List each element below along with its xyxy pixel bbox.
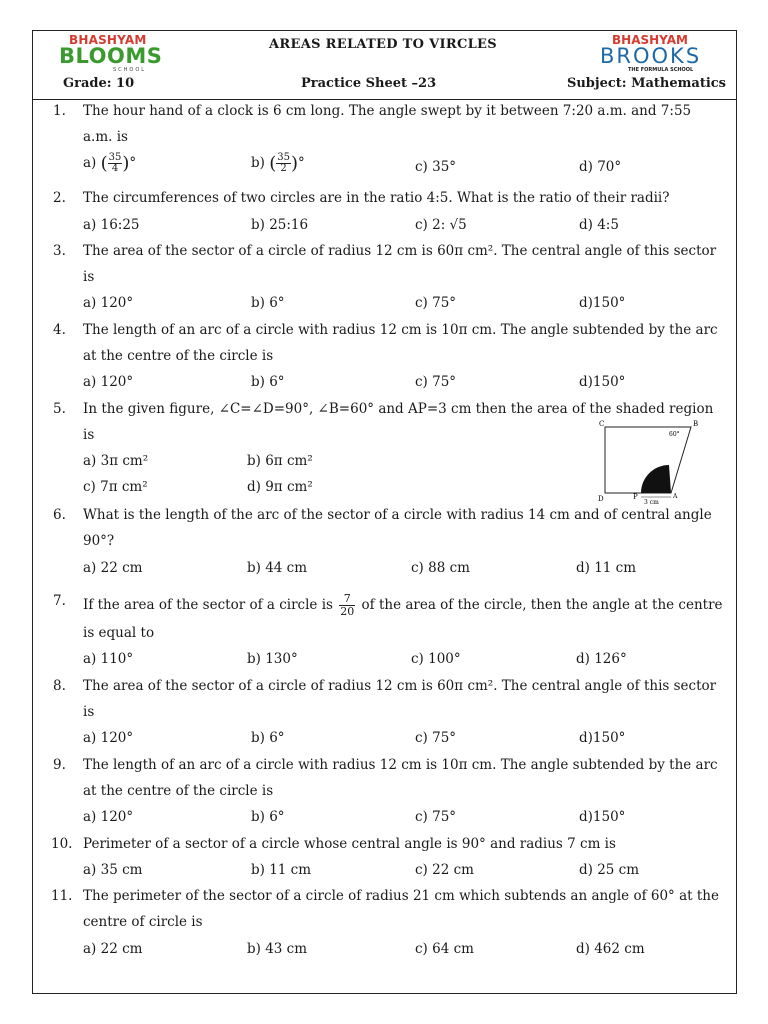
option-label: b) <box>251 155 265 171</box>
option-a: a) ( $\frac{35}{4}$ )° <box>83 152 137 174</box>
option-c: c) 64 cm <box>415 941 474 957</box>
question-number: 10. <box>51 836 73 852</box>
option-c: c) 22 cm <box>415 862 474 878</box>
question-number: 7. <box>53 593 66 609</box>
label-d: D <box>598 495 604 503</box>
subject-label: Subject: Mathematics <box>566 76 726 91</box>
option-d: d) 126° <box>576 651 627 667</box>
option-d: d) 11 cm <box>576 560 637 576</box>
label-c: C <box>599 420 605 428</box>
question-number: 8. <box>53 678 66 694</box>
option-c: c) 75° <box>415 809 457 825</box>
logo-right-top: BHASHYAM <box>612 33 688 47</box>
option-d: d) 4:5 <box>579 217 619 233</box>
fraction: $\frac{35}{4}$ <box>108 152 122 174</box>
question-number: 9. <box>53 757 66 773</box>
worksheet-header <box>33 31 736 100</box>
logo-left-main: BLOOMS <box>59 44 163 68</box>
logo-left-sub: SCHOOL <box>113 67 147 73</box>
question-text: The circumferences of two circles are in the ratio 4:5. What is the ratio of their radii? <box>83 190 670 206</box>
option-a: a) 16:25 <box>83 217 140 233</box>
option-c: c) 2: √5 <box>415 217 467 233</box>
logo-right-sub: THE FORMULA SCHOOL <box>628 67 694 73</box>
option-c: c) 88 cm <box>411 560 470 576</box>
trapezium-figure <box>595 419 705 505</box>
option-c: c) 35° <box>415 159 457 175</box>
question-text: The perimeter of the sector of a circle of radius 21 cm which subtends an angle of 60° at the <box>83 888 719 904</box>
option-a: a) 120° <box>83 295 134 311</box>
option-d: d)150° <box>579 809 626 825</box>
brooks-logo <box>592 33 722 73</box>
question-text: In the given figure, ∠C=∠D=90°, ∠B=60° and AP=3 cm then the area of the shaded region <box>83 401 714 417</box>
question-text: is <box>83 704 95 720</box>
option-d: d)150° <box>579 374 626 390</box>
sheet-label: Practice Sheet –23 <box>301 76 437 91</box>
blooms-logo <box>47 33 177 73</box>
question-text: What is the length of the arc of the sector of a circle with radius 14 cm and of central angle <box>83 507 712 523</box>
option-a: a) 120° <box>83 730 134 746</box>
option-b: b) 6° <box>251 730 285 746</box>
question-text: is <box>83 269 95 285</box>
option-d: d) 25 cm <box>579 862 640 878</box>
worksheet <box>32 30 737 994</box>
option-a: a) 120° <box>83 374 134 390</box>
question-text: The area of the sector of a circle of radius 12 cm is 60π cm². The central angle of this sector <box>83 243 717 259</box>
option-d: d) 70° <box>579 159 622 175</box>
question-text: The area of the sector of a circle of radius 12 cm is 60π cm². The central angle of this sector <box>83 678 717 694</box>
option-c: c) 7π cm² <box>83 479 148 495</box>
option-c: c) 75° <box>415 374 457 390</box>
option-b: b) 44 cm <box>247 560 308 576</box>
page-title: AREAS RELATED TO VIRCLES <box>269 37 497 52</box>
question-number: 2. <box>53 190 66 206</box>
option-b: b) ( $\frac{35}{2}$ )° <box>251 152 305 174</box>
option-b: b) 130° <box>247 651 298 667</box>
question-text: centre of circle is <box>83 914 203 930</box>
question-number: 4. <box>53 322 66 338</box>
option-a: a) 3π cm² <box>83 453 149 469</box>
label-a: A <box>673 493 678 500</box>
option-a: a) 22 cm <box>83 941 143 957</box>
question-number: 5. <box>53 401 66 417</box>
option-a: a) 110° <box>83 651 134 667</box>
question-text: at the centre of the circle is <box>83 348 274 364</box>
option-b: b) 25:16 <box>251 217 309 233</box>
option-b: b) 6° <box>251 809 285 825</box>
option-c: c) 100° <box>411 651 461 667</box>
question-text: If the area of the sector of a circle is $\frac{7}{20}$ of the area of the circle, then the angle at the centre <box>83 592 723 618</box>
grade-label: Grade: 10 <box>63 76 135 91</box>
option-b: b) 6° <box>251 295 285 311</box>
label-angle: 60° <box>669 431 680 438</box>
question-text: is equal to <box>83 625 155 641</box>
fraction: $\frac{35}{2}$ <box>277 152 290 174</box>
option-d: d) 9π cm² <box>247 479 313 495</box>
logo-left-top: BHASHYAM <box>69 33 147 47</box>
question-number: 3. <box>53 243 66 259</box>
fraction: $\frac{7}{20}$ <box>340 592 355 618</box>
option-b: b) 43 cm <box>247 941 308 957</box>
option-label: a) <box>83 155 97 171</box>
question-text: Perimeter of a sector of a circle whose central angle is 90° and radius 7 cm is <box>83 836 616 852</box>
option-a: a) 35 cm <box>83 862 143 878</box>
label-p: P <box>633 493 638 501</box>
question-text: a.m. is <box>83 129 128 145</box>
question-text: The hour hand of a clock is 6 cm long. The angle swept by it between 7:20 a.m. and 7:55 <box>83 103 692 119</box>
question-number: 11. <box>51 888 73 904</box>
logo-right-main: BROOKS <box>600 44 702 68</box>
question-number: 6. <box>53 507 66 523</box>
option-a: a) 22 cm <box>83 560 143 576</box>
option-a: a) 120° <box>83 809 134 825</box>
option-d: d)150° <box>579 295 626 311</box>
label-length: 3 cm <box>644 499 659 505</box>
question-text: The length of an arc of a circle with radius 12 cm is 10π cm. The angle subtended by the arc <box>83 322 718 338</box>
option-d: d) 462 cm <box>576 941 645 957</box>
label-b: B <box>693 420 699 428</box>
option-b: b) 6° <box>251 374 285 390</box>
option-d: d)150° <box>579 730 626 746</box>
question-text: The length of an arc of a circle with radius 12 cm is 10π cm. The angle subtended by the arc <box>83 757 718 773</box>
question-text: 90°? <box>83 533 115 549</box>
question-text: is <box>83 427 95 443</box>
option-c: c) 75° <box>415 730 457 746</box>
question-number: 1. <box>53 103 66 119</box>
option-c: c) 75° <box>415 295 457 311</box>
option-b: b) 6π cm² <box>247 453 313 469</box>
option-b: b) 11 cm <box>251 862 312 878</box>
question-text: at the centre of the circle is <box>83 783 274 799</box>
shaded-region <box>641 465 671 493</box>
